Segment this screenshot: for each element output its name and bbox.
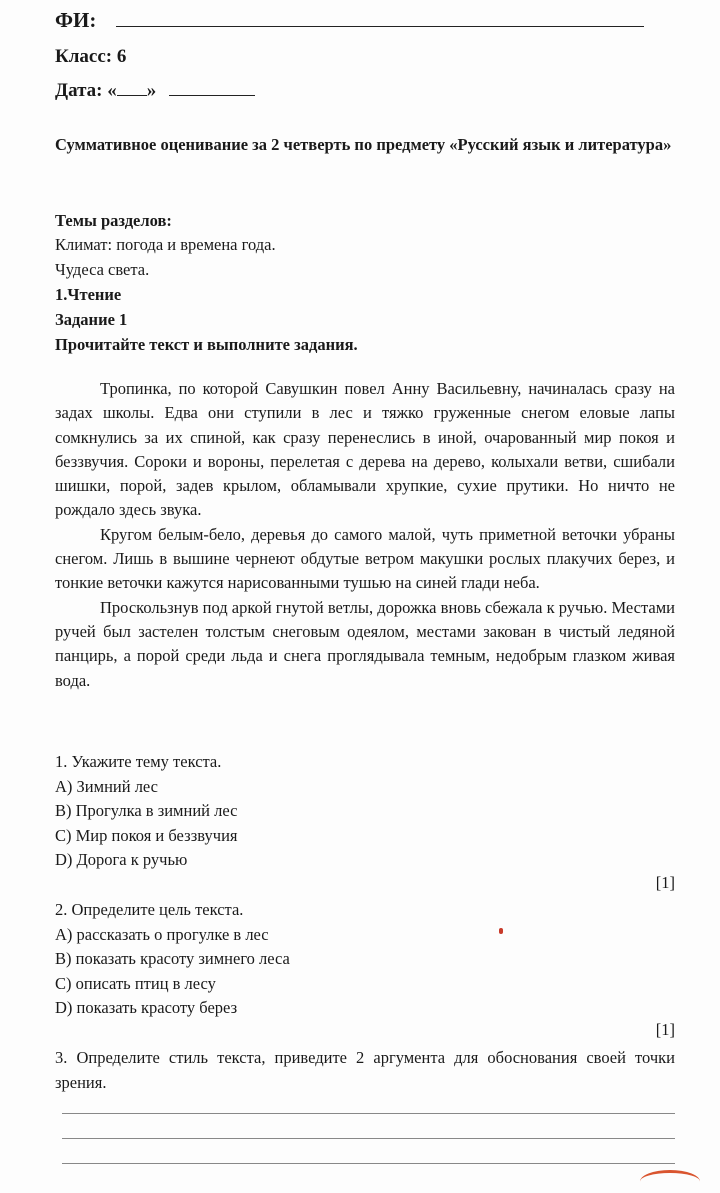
answer-line <box>62 1163 675 1164</box>
answer-option: D) Дорога к ручью <box>55 850 188 869</box>
topics-heading: Темы разделов: <box>55 211 172 230</box>
date-close-quote: » <box>146 80 157 101</box>
question-prompt: 1. Укажите тему текста. <box>55 752 222 771</box>
answer-option: B) показать красоту зимнего леса <box>55 949 290 968</box>
topic-item: Климат: погода и времена года. <box>55 235 276 254</box>
answer-line <box>62 1113 675 1114</box>
answer-line <box>62 1138 675 1139</box>
score-mark: [1] <box>655 1020 675 1039</box>
page-title: Суммативное оценивание за 2 четверть по предмету «Русский язык и литература» <box>55 135 672 154</box>
text-paragraph: Кругом белым-бело, деревья до самого малой, чуть приметной веточки убраны снегом. Лишь в вышине чернеют обдутые ветром макушки рослых плакучих берез, и тонкие веточки кажутся нарисованными тушью на синей глади неба. <box>55 524 675 593</box>
name-label: ФИ: <box>55 8 97 32</box>
answer-option: C) описать птиц в лесу <box>55 973 216 993</box>
answer-option: C) Мир покоя и беззвучия <box>55 825 238 845</box>
task-heading: Задание 1 <box>55 310 128 329</box>
reading-text <box>55 377 675 693</box>
date-label: Дата: « <box>55 80 117 101</box>
ink-mark <box>640 1170 700 1193</box>
answer-option: D) показать красоту берез <box>55 998 238 1017</box>
topic-item: Чудеса света. <box>55 260 150 279</box>
date-day-blank <box>117 95 147 96</box>
class-label: Класс: 6 <box>55 46 127 67</box>
question-2 <box>55 898 675 1021</box>
question-prompt: 2. Определите цель текста. <box>55 900 244 919</box>
question-3: 3. Определите стиль текста, приведите 2 аргумента для обоснования своей точки зрения. <box>55 1048 675 1092</box>
name-field <box>55 8 644 33</box>
section-heading: 1.Чтение <box>55 285 122 304</box>
ink-dot <box>499 928 503 934</box>
task-instruction: Прочитайте текст и выполните задания. <box>55 335 358 354</box>
date-month-blank <box>169 95 255 96</box>
answer-option: A) Зимний лес <box>55 776 158 796</box>
name-blank-line <box>116 26 644 27</box>
answer-option: A) рассказать о прогулке в лес <box>55 924 269 944</box>
date-field <box>55 80 255 102</box>
text-paragraph: Проскользнув под аркой гнутой ветлы, дорожка вновь сбежала к ручью. Местами ручей был застелен толстым снеговым одеялом, местами закован в чистый ледяной панцирь, а порой среди льда и снега проглядывала темным, недобрым глазком живая вода. <box>55 597 675 690</box>
question-1 <box>55 750 675 873</box>
score-mark: [1] <box>655 873 675 892</box>
answer-option: B) Прогулка в зимний лес <box>55 801 238 820</box>
text-paragraph: Тропинка, по которой Савушкин повел Анну Васильевну, начиналась сразу на задах школы. Едва они ступили в лес и тяжко груженные снегом еловые лапы сомкнулись за их спиной, как сразу перенеслись в иной, очарованный мир покоя и беззвучия. Сороки и вороны, перелетая с дерева на дерево, колыхали ветви, сшибали шишки, порой, задев крылом, обламывали хрупкие, сухие прутики. Но ничто не рождало здесь звука. <box>55 379 675 520</box>
